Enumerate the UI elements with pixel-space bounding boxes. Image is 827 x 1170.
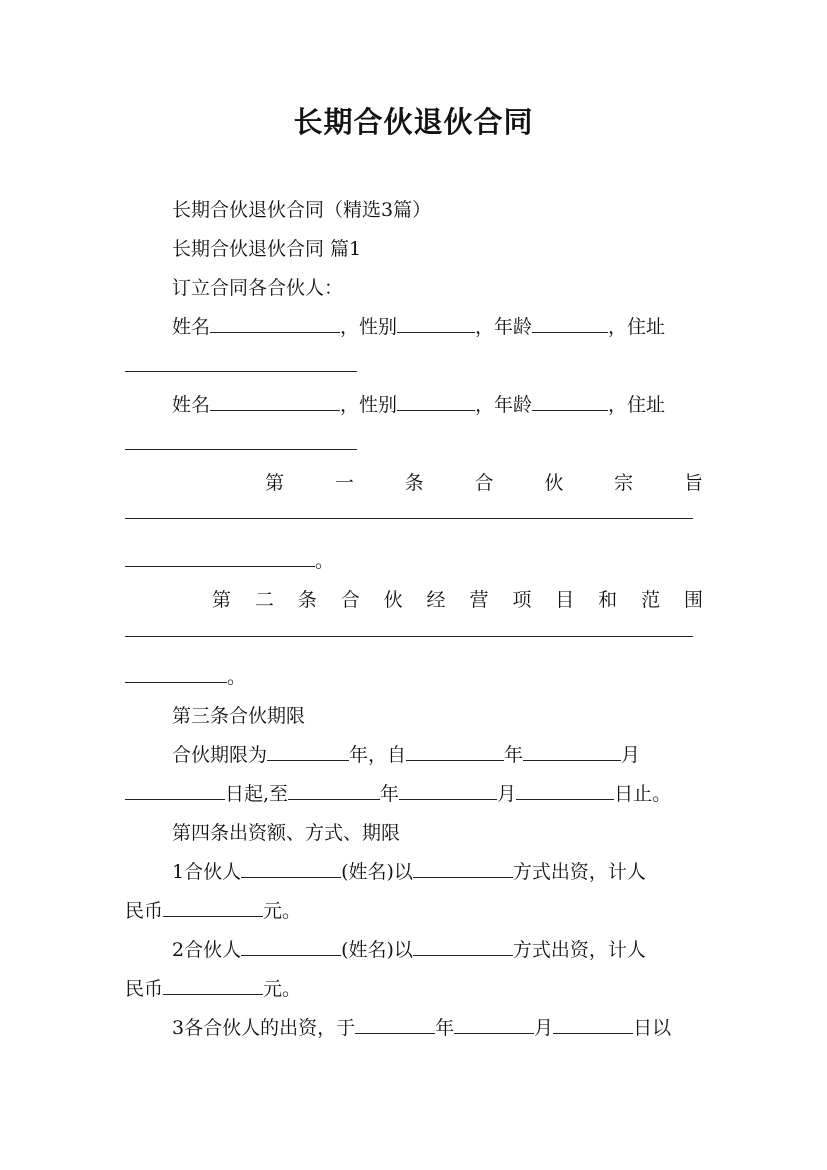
- gender-label: ，性别: [340, 316, 398, 338]
- intro-line: 长期合伙退伙合同（精选3篇）: [172, 199, 432, 221]
- name-blank: [210, 315, 340, 333]
- address-blank-line-1: [125, 354, 703, 378]
- contribution-1-line-2: 民币 元。: [125, 900, 302, 922]
- address-blank: [125, 432, 357, 450]
- age-label: ，年龄: [475, 316, 533, 338]
- article-1-blank: [125, 506, 703, 519]
- contribution-1-line-1: 1合伙人 (姓名)以 方式出资，计人: [172, 861, 646, 883]
- article-4-heading: 第四条出资额、方式、期限: [172, 822, 401, 844]
- address-blank: [125, 354, 357, 372]
- document-title: 长期合伙退伙合同: [293, 105, 534, 139]
- article-3-heading: 第三条合伙期限: [172, 705, 306, 727]
- name-label: 姓名: [172, 394, 211, 416]
- age-blank: [532, 315, 608, 333]
- party-line-2: [125, 393, 703, 417]
- age-label: ，年龄: [475, 394, 533, 416]
- name-label: 姓名: [172, 316, 211, 338]
- parties-heading: 订立合同各合伙人：: [172, 277, 344, 299]
- article-1-end: 。: [125, 549, 703, 573]
- section-heading: 长期合伙退伙合同 篇1: [172, 238, 362, 260]
- address-label: ，住址: [608, 316, 666, 338]
- contribution-2-line-1: 2合伙人 (姓名)以 方式出资，计人: [172, 939, 646, 961]
- article-2-blank: [125, 624, 703, 637]
- age-blank: [532, 393, 608, 411]
- address-blank-line-2: [125, 432, 703, 456]
- address-label: ，住址: [608, 394, 666, 416]
- article-2-end: 。: [125, 665, 703, 689]
- article-1-heading: 第 一 条 合 伙 宗 旨: [265, 472, 703, 494]
- gender-blank: [397, 315, 475, 333]
- party-line-1: [125, 315, 703, 339]
- contribution-3-line-1: 3各合伙人的出资，于 年 月 日以: [172, 1017, 672, 1039]
- article-2-heading: 第 二 条 合 伙 经 营 项 目 和 范 围: [212, 589, 703, 611]
- gender-blank: [397, 393, 475, 411]
- term-line-2: 日起,至 年 月 日止。: [125, 782, 703, 806]
- name-blank: [210, 393, 340, 411]
- term-line-1: 合伙期限为 年，自 年 月: [172, 744, 641, 766]
- contribution-2-line-2: 民币 元。: [125, 978, 302, 1000]
- gender-label: ，性别: [340, 394, 398, 416]
